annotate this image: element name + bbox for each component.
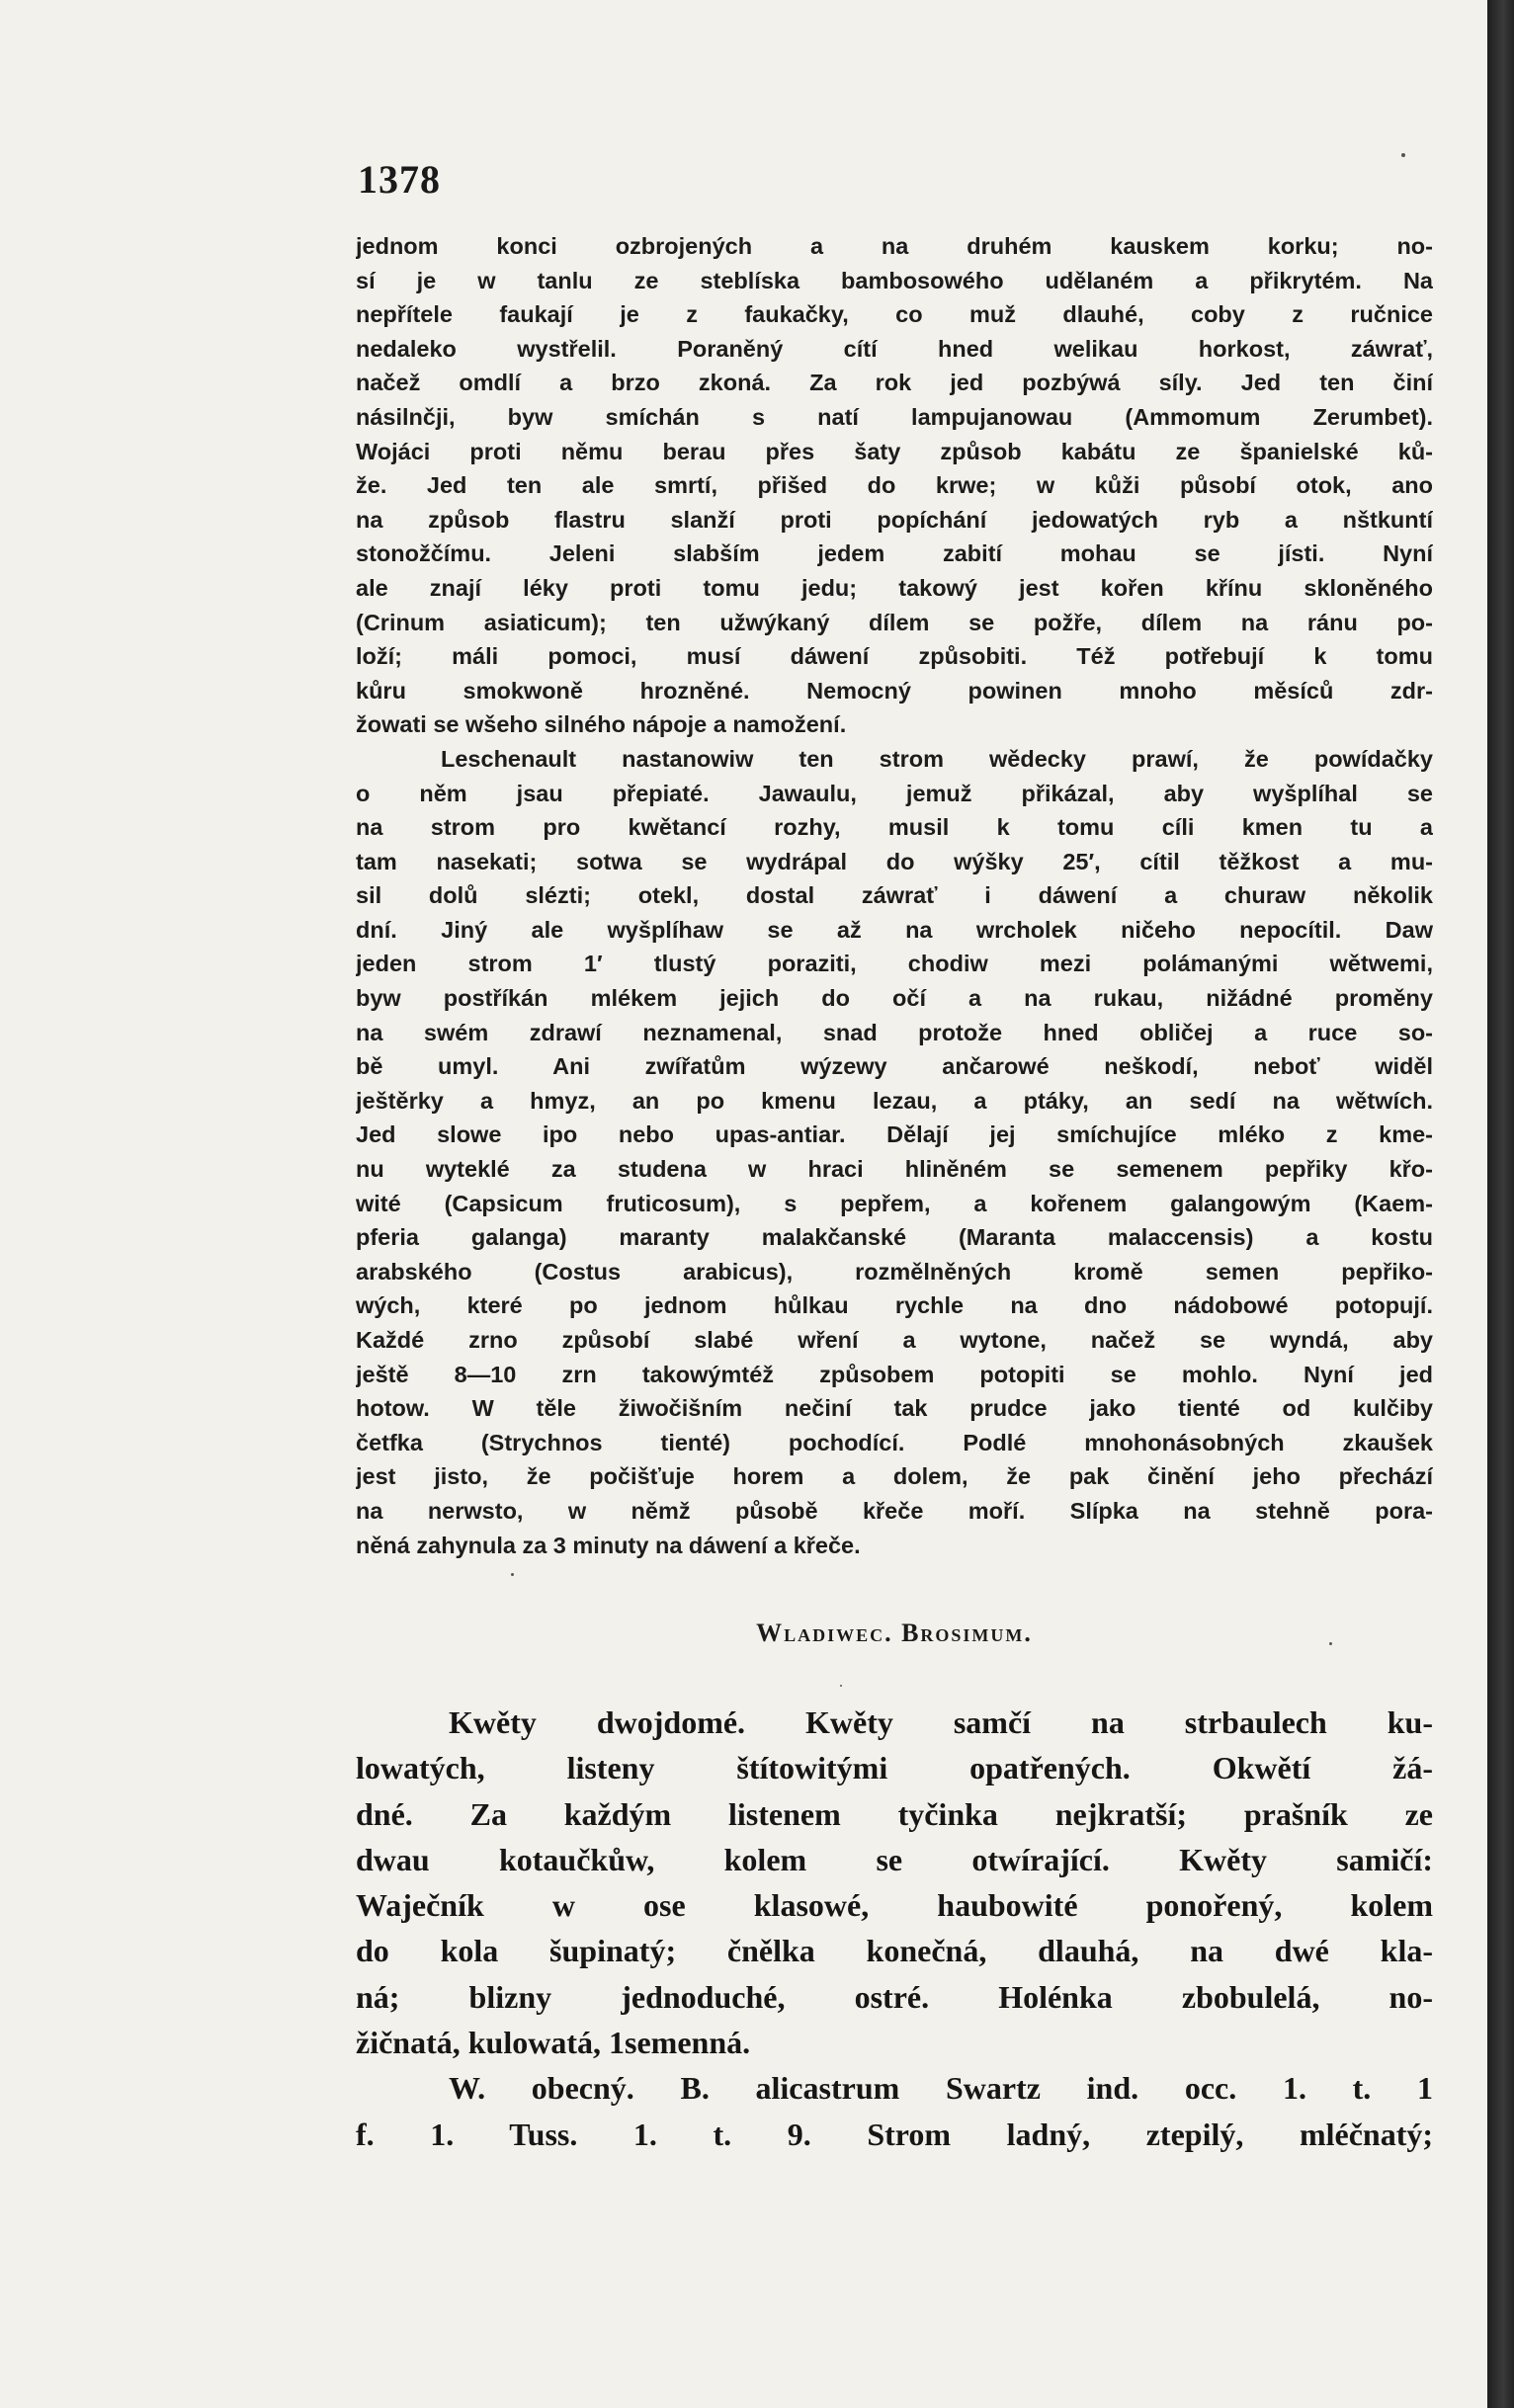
text-line: na swém zdrawí neznamenal, snad protože hned obličej a ruce so- <box>356 1019 1433 1045</box>
text-line: že. Jed ten ale smrtí, přišed do krwe; w kůži působí otok, ano <box>356 472 1433 499</box>
text-line: arabského (Costus arabicus), rozmělněných kromě semen pepřiko- <box>356 1258 1433 1285</box>
text-line: četfka (Strychnos tienté) pochodící. Podlé mnohonásobných zkaušek <box>356 1429 1433 1455</box>
text-line: f. 1. Tuss. 1. t. 9. Strom ladný, ztepilý, mléčnatý; <box>356 2116 1433 2152</box>
text-line: násilnčji, byw smíchán s natí lampujanowau (Ammomum Zerumbet). <box>356 403 1433 430</box>
text-line: jeden strom 1′ tlustý poraziti, chodiw mezi polámanými wětwemi, <box>356 951 1433 977</box>
text-line: do kola šupinatý; čnělka konečná, dlauhá, na dwé kla- <box>356 1933 1433 1969</box>
text-line: kůru smokwoně hrozněné. Nemocný powinen mnoho měsíců zdr- <box>356 677 1433 704</box>
text-line: ještěrky a hmyz, an po kmenu lezau, a ptáky, an sedí na wětwích. <box>356 1087 1433 1114</box>
text-line: jest jisto, že počišťuje horem a dolem, že pak činění jeho přechází <box>356 1463 1433 1490</box>
text-line: jednom konci ozbrojených a na druhém kauskem korku; no- <box>356 233 1433 259</box>
paragraph-start-line: W. obecný. B. alicastrum Swartz ind. occ. 1. t. 1 <box>449 2070 1433 2107</box>
text-line: Každé zrno způsobí slabé wření a wytone, načež se wyndá, aby <box>356 1327 1433 1353</box>
text-line: na způsob flastru slanží proti popíchání jedowatých ryb a nštkuntí <box>356 506 1433 533</box>
book-edge <box>1487 0 1514 2408</box>
text-line: sil dolů slézti; otekl, dostal záwrať i dáwení a churaw několik <box>356 882 1433 909</box>
text-line: Jed slowe ipo nebo upas-antiar. Dělají jej smíchujíce mléko z kme- <box>356 1121 1433 1148</box>
text-line: načež omdlí a brzo zkoná. Za rok jed pozbýwá síly. Jed ten činí <box>356 370 1433 396</box>
body-text-small <box>356 229 1433 1562</box>
text-line: nepřítele faukají je z faukačky, co muž dlauhé, coby z ručnice <box>356 301 1433 328</box>
text-line: pferia galanga) maranty malakčanské (Maranta malaccensis) a kostu <box>356 1224 1433 1251</box>
text-line: dwau kotaučkůw, kolem se otwírající. Kwěty samičí: <box>356 1841 1433 1877</box>
text-line: žičnatá, kulowatá, 1semenná. <box>356 2025 751 2061</box>
section-heading: Wladiwec. Brosimum. <box>756 1619 1033 1647</box>
text-line: sí je w tanlu ze steblíska bambosowého udělaném a přikrytém. Na <box>356 267 1433 293</box>
text-line: byw postříkán mlékem jejich do očí a na rukau, nižádné proměny <box>356 985 1433 1012</box>
text-line: ale znají léky proti tomu jedu; takowý jest kořen křínu skloněného <box>356 574 1433 601</box>
text-line: loží; máli pomoci, musí dáwení způsobiti. Též potřebují k tomu <box>356 643 1433 670</box>
text-line: bě umyl. Ani zwířatům wýzewy ančarowé neškodí, neboť widěl <box>356 1053 1433 1080</box>
text-line: dní. Jiný ale wyšplíhaw se až na wrcholek ničeho nepocítil. Daw <box>356 916 1433 943</box>
body-text-large <box>356 1700 1433 2157</box>
page-number: 1378 <box>358 157 441 202</box>
text-line: tam nasekati; sotwa se wydrápal do wýšky 25′, cítil těžkost a mu- <box>356 848 1433 874</box>
text-line: na strom pro kwětancí rozhy, musil k tomu cíli kmen tu a <box>356 814 1433 841</box>
text-line: ještě 8—10 zrn takowýmtéž způsobem potopiti se mohlo. Nyní jed <box>356 1361 1433 1387</box>
text-line: stonožčímu. Jeleni slabším jedem zabití mohau se jísti. Nyní <box>356 540 1433 567</box>
text-line: ná; blizny jednoduché, ostré. Holénka zbobulelá, no- <box>356 1978 1433 2015</box>
text-line: o něm jsau přepiaté. Jawaulu, jemuž přikázal, aby wyšplíhal se <box>356 780 1433 806</box>
text-line: nu wyteklé za studena w hraci hliněném se semenem pepřiky křo- <box>356 1156 1433 1183</box>
paragraph-start-line: Kwěty dwojdomé. Kwěty samčí na strbaulech ku- <box>449 1704 1433 1740</box>
text-line: Wojáci proti němu berau přes šaty způsob kabátu ze španielské ků- <box>356 438 1433 464</box>
text-line: hotow. W těle žiwočišním nečiní tak prudce jako tienté od kulčiby <box>356 1395 1433 1422</box>
paragraph-start-line: Leschenault nastanowiw ten strom wědecky prawí, že powídačky <box>441 745 1433 772</box>
text-line: žowati se wšeho silného nápoje a namožení. <box>356 711 847 738</box>
text-line: wité (Capsicum fruticosum), s pepřem, a kořenem galangowým (Kaem- <box>356 1190 1433 1216</box>
text-line: (Crinum asiaticum); ten užwýkaný dílem se požře, dílem na ránu po- <box>356 609 1433 635</box>
text-line: wých, které po jednom hůlkau rychle na dno nádobowé potopují. <box>356 1292 1433 1319</box>
text-line: dné. Za každým listenem tyčinka nejkratší; prašník ze <box>356 1795 1433 1832</box>
text-line: nedaleko wystřelil. Poraněný cítí hned welikau horkost, záwrať, <box>356 335 1433 362</box>
text-line: Waječník w ose klasowé, haubowité ponořený, kolem <box>356 1887 1433 1924</box>
text-line: na nerwsto, w němž působě křeče moří. Slípka na stehně pora- <box>356 1497 1433 1524</box>
text-line: něná zahynula za 3 minuty na dáwení a křeče. <box>356 1532 861 1558</box>
text-line: lowatých, listeny štítowitými opatřených. Okwětí žá- <box>356 1750 1433 1786</box>
